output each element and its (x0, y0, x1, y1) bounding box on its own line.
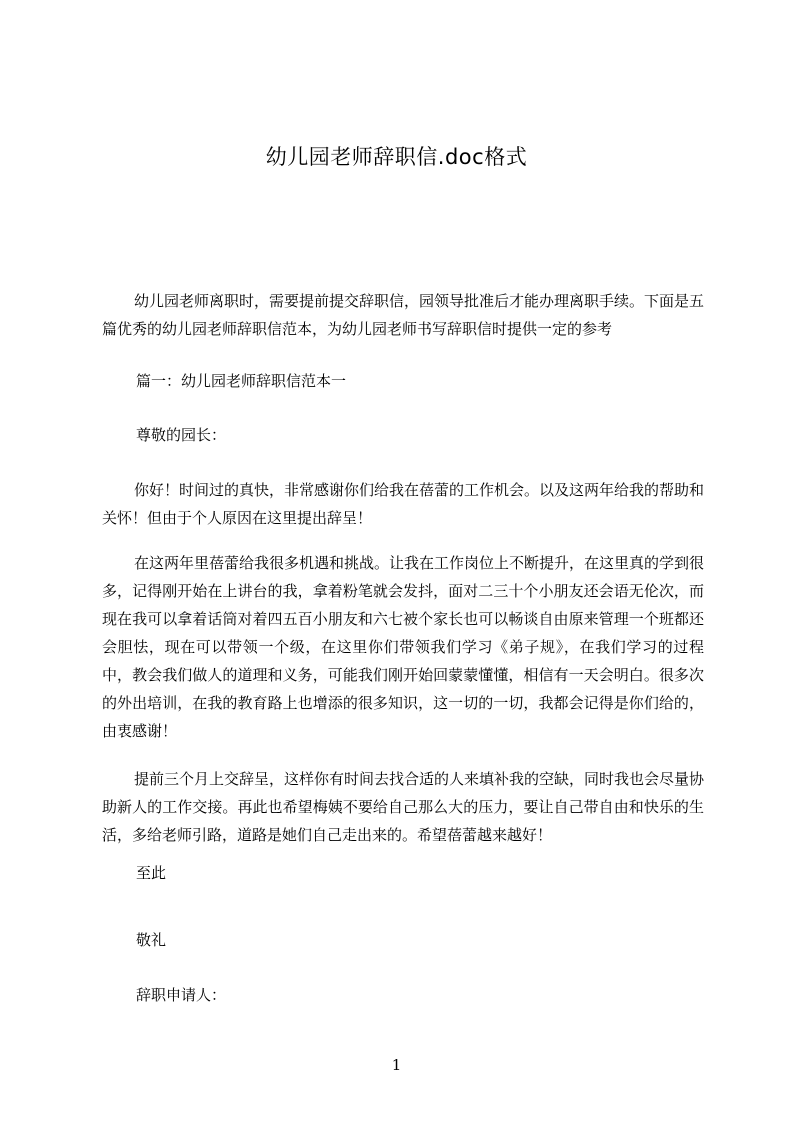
letter-paragraph-1: 你好！时间过的真快，非常感谢你们给我在蓓蕾的工作机会。以及这两年给我的帮助和关怀！但由于个人原因在这里提出辞呈！ (102, 481, 705, 527)
letter-paragraph-3: 提前三个月上交辞呈，这样你有时间去找合适的人来填补我的空缺，同时我也会尽量协助新人的工作交接。再此也希望梅姨不要给自己那么大的压力，要让自己带自由和快乐的生活，多给老师引路，道路是她们自己走出来的。希望蓓蕾越来越好！ (102, 770, 705, 844)
closing-line-1: 至此 (136, 864, 167, 882)
letter-paragraph-2: 在这两年里蓓蕾给我很多机遇和挑战。让我在工作岗位上不断提升，在这里真的学到很多，记得刚开始在上讲台的我，拿着粉笔就会发抖，面对二三十个小朋友还会语无伦次，而现在我可以拿着话筒对着四五百小朋友和六七被个家长也可以畅谈自由原来管理一个班都还会胆怯，现在可以带领一个级，在这里你们带领我们学习《弟子规》，在我们学习的过程中，教会我们做人的道理和义务，可能我们刚开始回蒙蒙懂懂，相信有一天会明白。很多次的外出培训，在我的教育路上也增添的很多知识，这一切的一切，我都会记得是你们给的，由衷感谢！ (102, 554, 705, 740)
closing-line-2: 敬礼 (136, 931, 167, 949)
intro-paragraph: 幼儿园老师离职时，需要提前提交辞职信，园领导批准后才能办理离职手续。下面是五篇优秀的幼儿园老师辞职信范本，为幼儿园老师书写辞职信时提供一定的参考 (102, 292, 705, 338)
signature-label: 辞职申请人： (136, 986, 227, 1004)
section-heading: 篇一：幼儿园老师辞职信范本一 (136, 372, 347, 390)
document-title: 幼儿园老师辞职信.doc格式 (265, 145, 528, 169)
page-number: 1 (391, 1056, 402, 1074)
salutation: 尊敬的园长： (136, 426, 227, 444)
